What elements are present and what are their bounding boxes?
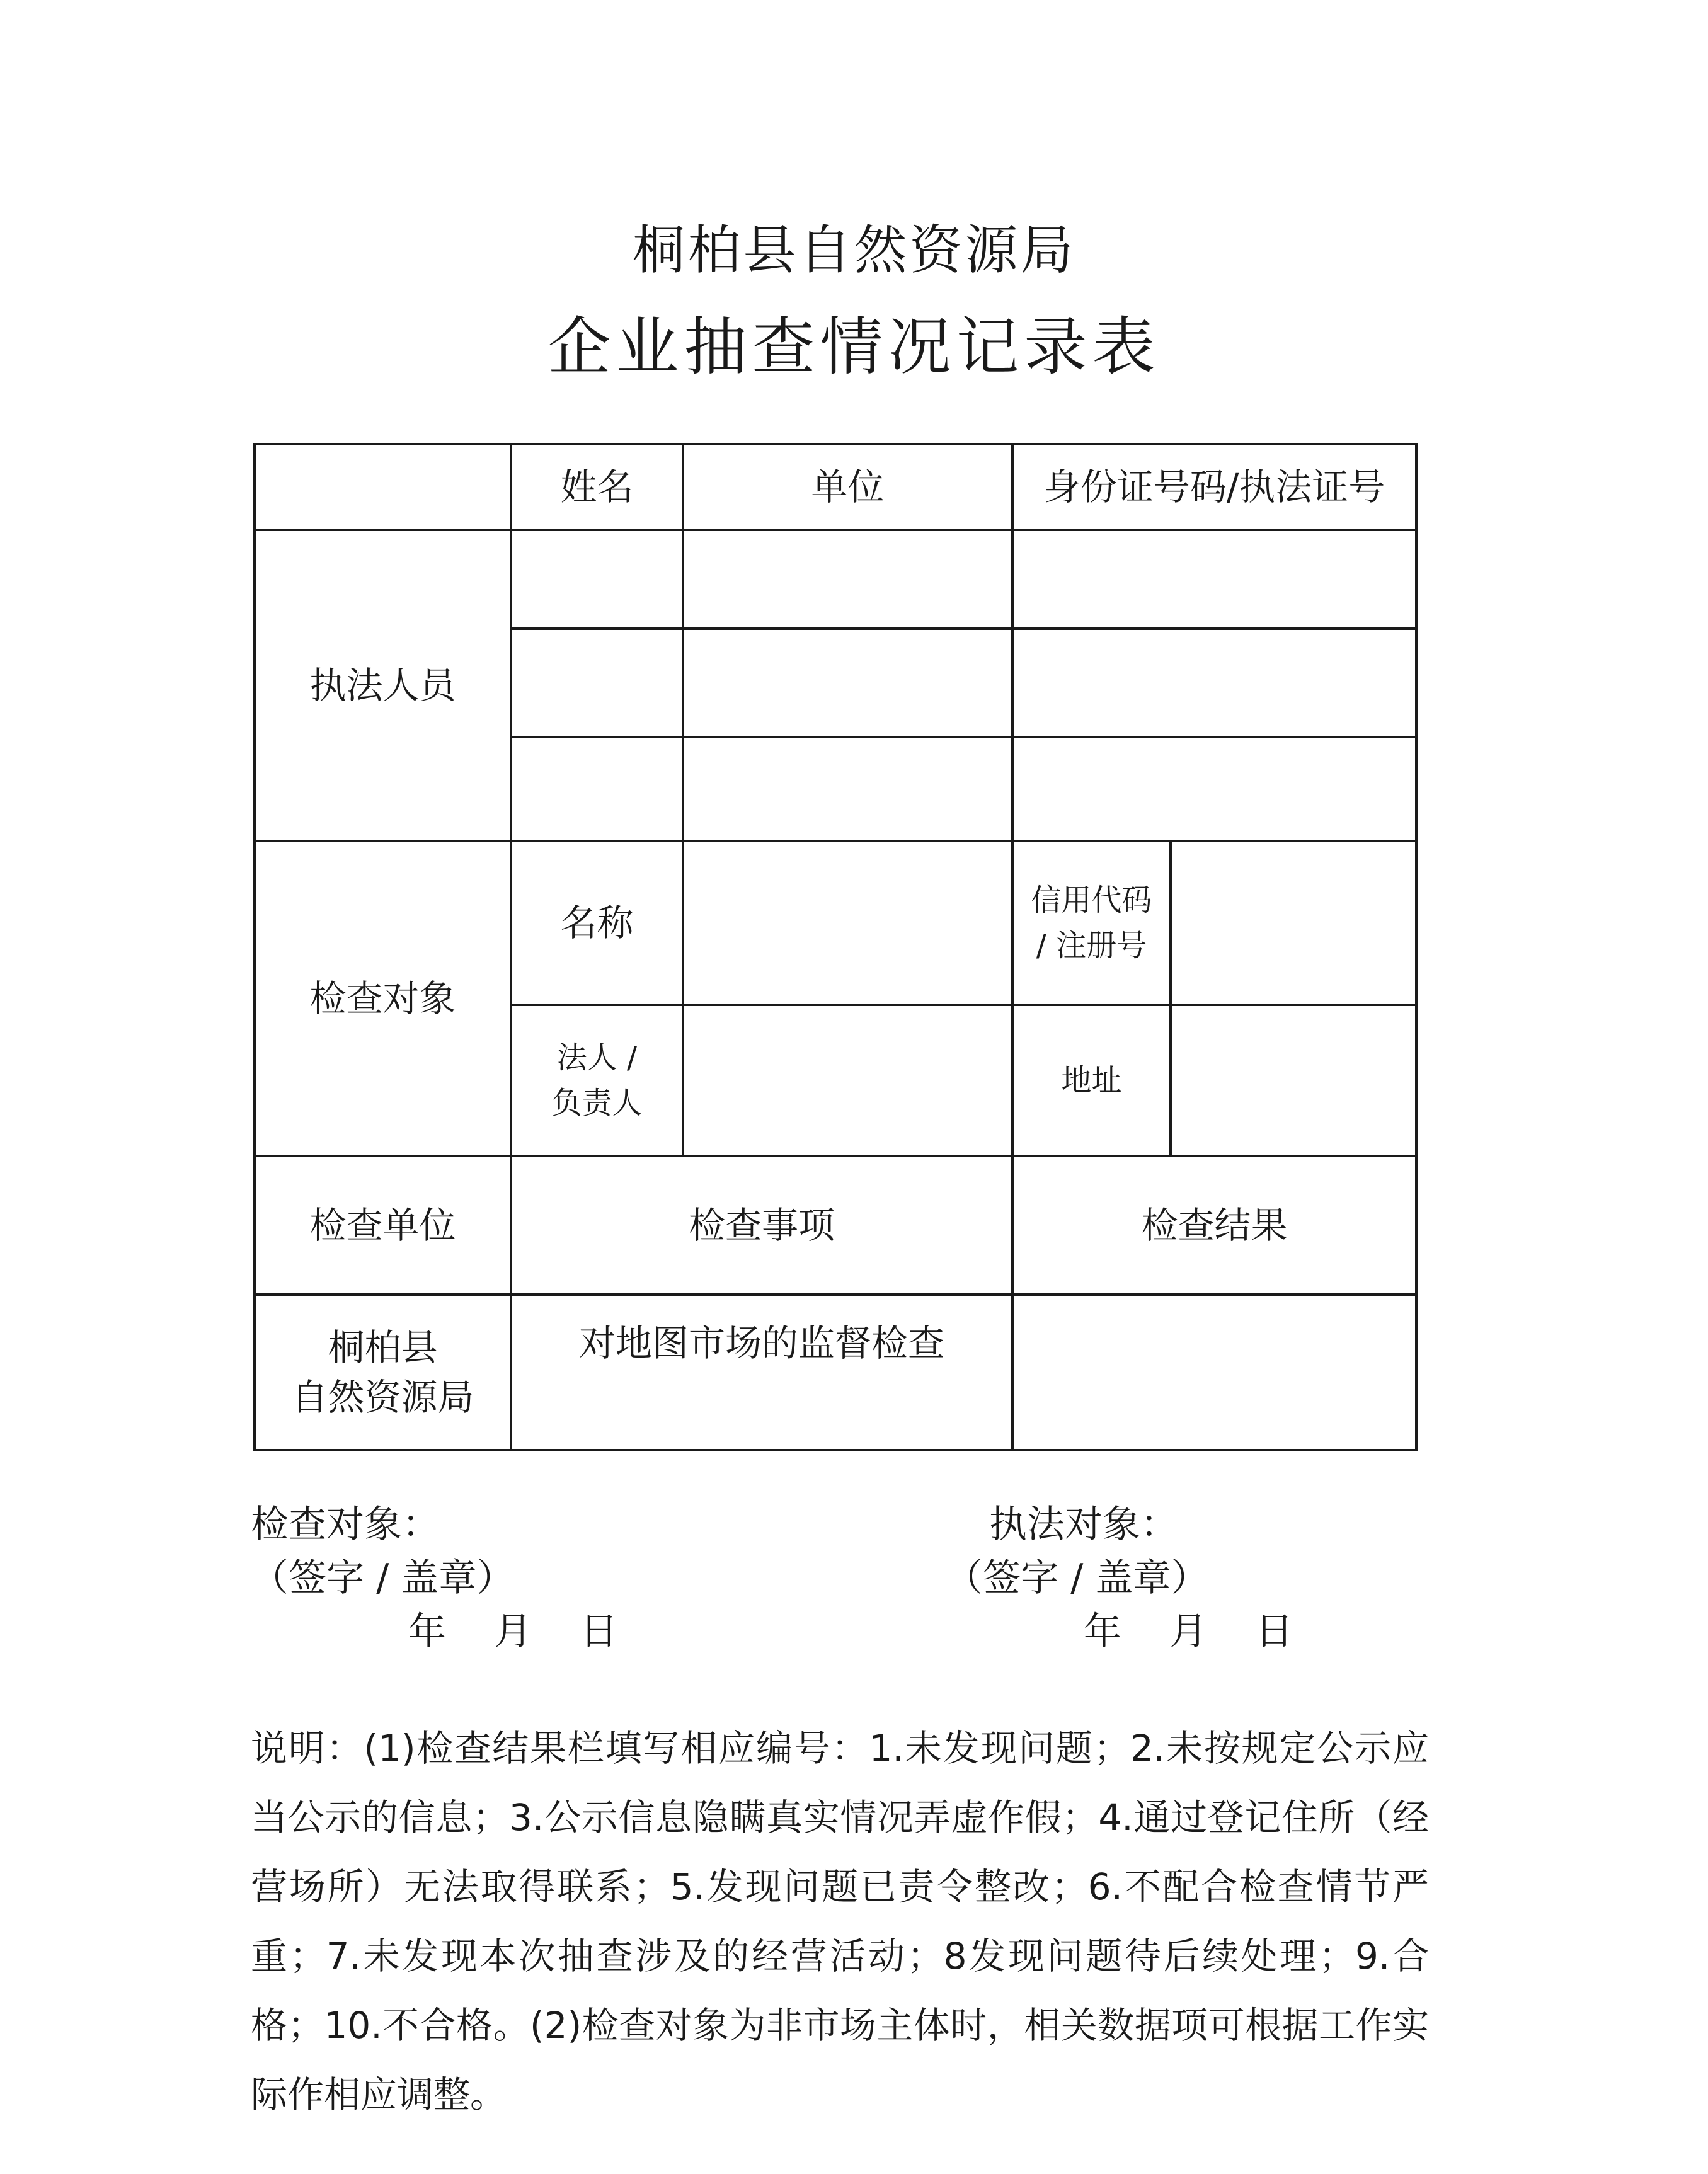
inspection-unit-value: 桐柏县 自然资源局	[255, 1295, 511, 1450]
inspection-result-cell[interactable]	[1012, 1295, 1416, 1450]
inspection-unit-header: 检查单位	[255, 1156, 511, 1295]
officer-signature-block	[945, 1498, 1293, 1659]
subject-signature-date: 年 月 日	[408, 1610, 618, 1654]
name-header: 姓名	[511, 444, 683, 530]
legal-person-cell[interactable]	[683, 1005, 1012, 1156]
corner-cell	[255, 444, 511, 530]
officer-3-unit-cell[interactable]	[683, 737, 1012, 841]
subject-name-label: 名称	[511, 841, 683, 1005]
subject-name-cell[interactable]	[683, 841, 1012, 1005]
credit-code-cell[interactable]	[1171, 841, 1416, 1005]
legal-person-label: 法人 / 负责人	[511, 1005, 683, 1156]
officer-3-id-cell[interactable]	[1012, 737, 1416, 841]
inspection-item-value: 对地图市场的监督检查	[511, 1295, 1012, 1450]
officer-2-id-cell[interactable]	[1012, 629, 1416, 737]
officer-2-name-cell[interactable]	[511, 629, 683, 737]
inspection-item-header: 检查事项	[511, 1156, 1012, 1295]
officer-signature-label: 执法对象：	[989, 1502, 1178, 1547]
inspection-result-header: 检查结果	[1012, 1156, 1416, 1295]
officer-1-name-cell[interactable]	[511, 530, 683, 629]
inspection-record-table	[253, 443, 1418, 1451]
notes-paragraph: 说明：(1)检查结果栏填写相应编号：1.未发现问题；2.未按规定公示应当公示的信息；3.公示信息隐瞒真实情况弄虚作假；4.通过登记住所（经营场所）无法取得联系；5.发现问题已责令整改；6.不配合检查情节严重；7.未发现本次抽查涉及的经营活动；8发现问题待后续处理；9.合格；10.不合格。(2)检查对象为非市场主体时，相关数据项可根据工作实际作相应调整。	[251, 1727, 1429, 2116]
credit-code-label: 信用代码 / 注册号	[1012, 841, 1171, 1005]
id-number-header: 身份证号码/执法证号	[1012, 444, 1416, 530]
subject-signature-label: 检查对象：	[251, 1502, 440, 1547]
officer-signature-note: （签字 / 盖章）	[945, 1556, 1209, 1600]
officer-signature-date: 年 月 日	[1084, 1610, 1293, 1654]
unit-header: 单位	[683, 444, 1012, 530]
subject-signature-note: （签字 / 盖章）	[251, 1556, 515, 1600]
officer-1-id-cell[interactable]	[1012, 530, 1416, 629]
address-cell[interactable]	[1171, 1005, 1416, 1156]
page-title: 桐柏县自然资源局	[632, 219, 1076, 281]
officer-1-unit-cell[interactable]	[683, 530, 1012, 629]
officer-2-unit-cell[interactable]	[683, 629, 1012, 737]
address-label: 地址	[1012, 1005, 1171, 1156]
subject-label: 检查对象	[255, 841, 511, 1156]
officers-label: 执法人员	[255, 530, 511, 841]
form-title: 企业抽查情况记录表	[547, 310, 1161, 384]
officer-3-name-cell[interactable]	[511, 737, 683, 841]
subject-signature-block	[251, 1498, 618, 1659]
